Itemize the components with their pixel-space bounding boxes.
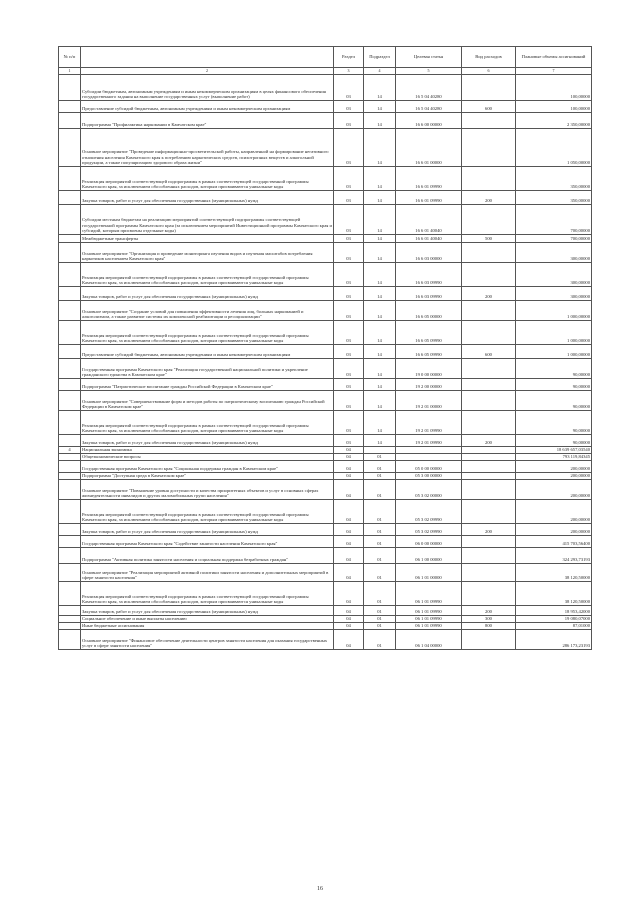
row-number	[59, 473, 81, 480]
row-podrazdel: 14	[364, 101, 396, 113]
row-podrazdel: 01	[364, 461, 396, 473]
row-amount: 324 293,73193	[516, 548, 592, 564]
table-row	[59, 435, 592, 447]
row-podrazdel: 14	[364, 391, 396, 411]
row-expense-type: 800	[462, 623, 516, 630]
row-razdel: 04	[334, 536, 364, 548]
row-razdel: 03	[334, 301, 364, 321]
row-podrazdel: 01	[364, 582, 396, 606]
row-target-article: 16 6 03 00000	[396, 243, 462, 263]
row-razdel: 04	[334, 582, 364, 606]
row-razdel: 04	[334, 461, 364, 473]
row-target-article: 06 1 01 09990	[396, 623, 462, 630]
table-row	[59, 191, 592, 205]
table-row	[59, 345, 592, 359]
row-expense-type	[462, 454, 516, 461]
row-name: Основное мероприятие "Организация и проведение мониторинга изучения видов и изучения масштабов потребления наркотиков населением Камчатского края"	[81, 243, 334, 263]
table-row	[59, 243, 592, 263]
row-name: Закупка товаров, работ и услуг для обеспечения государственных (муниципальных) нужд	[81, 524, 334, 536]
table-row	[59, 205, 592, 235]
row-amount: 350,00000	[516, 191, 592, 205]
row-razdel: 04	[334, 447, 364, 454]
row-razdel: 03	[334, 243, 364, 263]
row-podrazdel: 14	[364, 113, 396, 129]
row-razdel: 04	[334, 454, 364, 461]
row-name: Подпрограмма "Активная политика занятости населения и социальная поддержка безработных граждан"	[81, 548, 334, 564]
row-name: Субсидии местным бюджетам на реализацию мероприятий соответствующей подпрограммы соответствующей государственной программы Камчатского края (за исключением мероприятий Инвестиционной программы Камчатского края и субсидий, которым присвоены отдельные коды)	[81, 205, 334, 235]
row-amount: 200,00000	[516, 500, 592, 524]
row-name: Основное мероприятие "Повышение уровня доступности и качества приоритетных объектов и услуг в основных сферах жизнедеятельности инвалидов и других маломобильных групп населения"	[81, 480, 334, 500]
row-podrazdel: 14	[364, 243, 396, 263]
row-name: Субсидии бюджетным, автономным учреждениям и иным некоммерческим организациям в целях финансового обеспечения государственного задания на выполнение государственных услуг (выполнение работ)	[81, 75, 334, 101]
row-target-article	[396, 447, 462, 454]
row-number	[59, 321, 81, 345]
row-amount: 1 000,00000	[516, 301, 592, 321]
row-podrazdel: 01	[364, 564, 396, 582]
row-expense-type	[462, 473, 516, 480]
row-podrazdel: 01	[364, 630, 396, 650]
column-number: 6	[462, 68, 516, 75]
row-number	[59, 359, 81, 379]
row-name: Закупка товаров, работ и услуг для обеспечения государственных (муниципальных) нужд	[81, 435, 334, 447]
row-amount: 200,00000	[516, 480, 592, 500]
row-razdel: 03	[334, 287, 364, 301]
row-name: Основное мероприятие "Финансовое обеспечение деятельности центров занятости населения для оказания государственных услуг в сфере занятости населения"	[81, 630, 334, 650]
row-razdel: 04	[334, 473, 364, 480]
row-podrazdel: 14	[364, 129, 396, 167]
row-amount: 18 639 657,03540	[516, 447, 592, 454]
row-razdel: 03	[334, 205, 364, 235]
row-name: Подпрограмма "Доступная среда в Камчатском крае"	[81, 473, 334, 480]
row-amount: 19 080,07000	[516, 616, 592, 623]
row-name: Основное мероприятие "Совершенствование форм и методов работы по патриотическому воспитанию граждан Российской Федерации в Камчатском крае"	[81, 391, 334, 411]
row-number	[59, 301, 81, 321]
row-target-article: 06 1 01 00000	[396, 564, 462, 582]
row-number	[59, 564, 81, 582]
row-podrazdel: 01	[364, 480, 396, 500]
row-amount: 90,00000	[516, 379, 592, 391]
row-name: Подпрограмма "Профилактика наркомании в Камчатском крае"	[81, 113, 334, 129]
row-expense-type	[462, 548, 516, 564]
row-number	[59, 411, 81, 435]
column-number: 3	[334, 68, 364, 75]
row-amount: 90,00000	[516, 435, 592, 447]
row-number	[59, 623, 81, 630]
row-podrazdel: 14	[364, 205, 396, 235]
row-number	[59, 616, 81, 623]
row-expense-type: 200	[462, 524, 516, 536]
row-number	[59, 113, 81, 129]
row-target-article: 05 0 00 00000	[396, 461, 462, 473]
row-number	[59, 235, 81, 243]
row-expense-type: 600	[462, 101, 516, 113]
row-expense-type	[462, 447, 516, 454]
row-name: Реализация мероприятий соответствующей подпрограммы в рамках соответствующей государственной программы Камчатского края, за исключением обособленных расходов, которым присваиваются уникальные коды	[81, 321, 334, 345]
row-amount: 286 173,23193	[516, 630, 592, 650]
row-amount: 200,00000	[516, 473, 592, 480]
row-expense-type	[462, 582, 516, 606]
table-row	[59, 379, 592, 391]
row-target-article: 06 1 01 09990	[396, 582, 462, 606]
col-header-razdel: Раздел	[334, 47, 364, 68]
row-expense-type: 200	[462, 191, 516, 205]
header-row	[59, 47, 592, 68]
row-amount: 1 000,00000	[516, 321, 592, 345]
row-razdel: 04	[334, 606, 364, 616]
row-expense-type: 200	[462, 606, 516, 616]
column-number: 4	[364, 68, 396, 75]
row-number	[59, 345, 81, 359]
row-target-article: 16 6 05 09990	[396, 321, 462, 345]
row-amount: 100,00000	[516, 101, 592, 113]
row-name: Закупка товаров, работ и услуг для обеспечения государственных (муниципальных) нужд	[81, 606, 334, 616]
row-amount: 793 119,84345	[516, 454, 592, 461]
row-razdel: 04	[334, 480, 364, 500]
row-amount: 2 350,00000	[516, 113, 592, 129]
row-target-article: 16 5 04 40280	[396, 101, 462, 113]
row-podrazdel: 14	[364, 379, 396, 391]
row-expense-type	[462, 113, 516, 129]
row-number	[59, 205, 81, 235]
row-amount: 700,00000	[516, 235, 592, 243]
table-row	[59, 536, 592, 548]
row-target-article: 16 6 05 00000	[396, 301, 462, 321]
row-target-article: 06 0 00 00000	[396, 536, 462, 548]
row-target-article: 05 3 00 00000	[396, 473, 462, 480]
table-row	[59, 263, 592, 287]
row-razdel: 03	[334, 235, 364, 243]
table-row	[59, 113, 592, 129]
row-amount: 38 120,50000	[516, 564, 592, 582]
row-name: Государственная программа Камчатского края "Содействие занятости населения Камчатского края"	[81, 536, 334, 548]
table-row	[59, 480, 592, 500]
table-row	[59, 606, 592, 616]
table-row	[59, 454, 592, 461]
table-row	[59, 500, 592, 524]
row-amount: 90,00000	[516, 359, 592, 379]
row-podrazdel: 14	[364, 321, 396, 345]
table-row	[59, 321, 592, 345]
row-name: Общеэкономические вопросы	[81, 454, 334, 461]
row-razdel: 04	[334, 616, 364, 623]
row-target-article: 16 6 01 40040	[396, 235, 462, 243]
row-amount: 87,01000	[516, 623, 592, 630]
row-expense-type	[462, 536, 516, 548]
row-podrazdel: 14	[364, 235, 396, 243]
row-name: Реализация мероприятий соответствующей подпрограммы в рамках соответствующей государственной программы Камчатского края, за исключением обособленных расходов, которым присваиваются уникальные коды	[81, 411, 334, 435]
row-target-article: 06 1 01 09990	[396, 606, 462, 616]
row-number	[59, 129, 81, 167]
row-name: Реализация мероприятий соответствующей подпрограммы в рамках соответствующей государственной программы Камчатского края, за исключением обособленных расходов, которым присваиваются уникальные коды	[81, 582, 334, 606]
row-name: Основное мероприятие "Реализация мероприятий активной политики занятости населения и дополнительных мероприятий в сфере занятости населения"	[81, 564, 334, 582]
row-number	[59, 536, 81, 548]
row-target-article: 16 6 03 09990	[396, 263, 462, 287]
row-name: Национальная экономика	[81, 447, 334, 454]
row-target-article: 16 6 01 40040	[396, 205, 462, 235]
row-name: Государственная программа Камчатского края "Социальная поддержка граждан в Камчатском крае"	[81, 461, 334, 473]
row-expense-type	[462, 630, 516, 650]
table-row	[59, 129, 592, 167]
row-name: Иные бюджетные ассигнования	[81, 623, 334, 630]
row-target-article: 05 3 02 09990	[396, 500, 462, 524]
row-name: Реализация мероприятий соответствующей подпрограммы в рамках соответствующей государственной программы Камчатского края, за исключением обособленных расходов, которым присваиваются уникальные коды	[81, 500, 334, 524]
row-razdel: 03	[334, 101, 364, 113]
col-header-name	[81, 47, 334, 68]
row-razdel: 03	[334, 359, 364, 379]
table-row	[59, 461, 592, 473]
row-razdel: 03	[334, 263, 364, 287]
table-row	[59, 287, 592, 301]
table-row	[59, 359, 592, 379]
row-expense-type	[462, 379, 516, 391]
table-row	[59, 548, 592, 564]
row-podrazdel: 01	[364, 500, 396, 524]
row-expense-type	[462, 359, 516, 379]
row-target-article: 16 6 03 09990	[396, 287, 462, 301]
row-expense-type	[462, 301, 516, 321]
row-razdel: 03	[334, 391, 364, 411]
row-number	[59, 167, 81, 191]
col-header-sum: Плановые объемы ассигнований	[516, 47, 592, 68]
row-name: Реализация мероприятий соответствующей подпрограммы в рамках соответствующей государственной программы Камчатского края, за исключением обособленных расходов, которым присваиваются уникальные коды	[81, 263, 334, 287]
row-podrazdel: 14	[364, 411, 396, 435]
row-podrazdel: 14	[364, 191, 396, 205]
row-podrazdel: 14	[364, 345, 396, 359]
table-row	[59, 75, 592, 101]
row-amount: 200,00000	[516, 461, 592, 473]
row-number	[59, 391, 81, 411]
row-number	[59, 379, 81, 391]
row-name: Межбюджетные трансферты	[81, 235, 334, 243]
row-number	[59, 606, 81, 616]
row-name: Подпрограмма "Патриотическое воспитание граждан Российской Федерации в Камчатском крае"	[81, 379, 334, 391]
row-razdel: 03	[334, 321, 364, 345]
row-number	[59, 263, 81, 287]
row-amount: 90,00000	[516, 391, 592, 411]
row-amount: 700,00000	[516, 205, 592, 235]
row-target-article: 16 6 05 09990	[396, 345, 462, 359]
row-podrazdel: 14	[364, 167, 396, 191]
column-number: 1	[59, 68, 81, 75]
row-razdel: 04	[334, 524, 364, 536]
row-expense-type	[462, 263, 516, 287]
column-number: 2	[81, 68, 334, 75]
row-expense-type: 500	[462, 235, 516, 243]
table-row	[59, 616, 592, 623]
row-razdel: 03	[334, 411, 364, 435]
row-target-article: 06 1 04 00000	[396, 630, 462, 650]
row-number	[59, 287, 81, 301]
row-podrazdel: 01	[364, 616, 396, 623]
row-razdel: 04	[334, 623, 364, 630]
row-podrazdel: 14	[364, 359, 396, 379]
col-header-podrazdel: Подраздел	[364, 47, 396, 68]
row-razdel: 04	[334, 500, 364, 524]
row-name: Предоставление субсидий бюджетным, автономным учреждениям и иным некоммерческим организациям	[81, 101, 334, 113]
row-target-article: 05 3 02 09990	[396, 524, 462, 536]
row-expense-type	[462, 75, 516, 101]
row-amount: 18 953,42000	[516, 606, 592, 616]
row-razdel: 04	[334, 548, 364, 564]
row-amount: 100,00000	[516, 75, 592, 101]
table-row	[59, 101, 592, 113]
row-razdel: 04	[334, 564, 364, 582]
row-number	[59, 435, 81, 447]
row-name: Реализация мероприятий соответствующей подпрограммы в рамках соответствующей государственной программы Камчатского края, за исключением обособленных расходов, которым присваиваются уникальные коды	[81, 167, 334, 191]
row-number	[59, 480, 81, 500]
row-podrazdel: 01	[364, 524, 396, 536]
col-header-number: № п/п	[59, 47, 81, 68]
row-name: Предоставление субсидий бюджетным, автономным учреждениям и иным некоммерческим организациям	[81, 345, 334, 359]
row-amount: 90,00000	[516, 411, 592, 435]
row-razdel: 03	[334, 191, 364, 205]
row-podrazdel: 14	[364, 75, 396, 101]
row-amount: 350,00000	[516, 167, 592, 191]
row-expense-type	[462, 391, 516, 411]
row-target-article: 16 6 01 00000	[396, 129, 462, 167]
row-expense-type	[462, 480, 516, 500]
table-row	[59, 301, 592, 321]
row-podrazdel: 14	[364, 263, 396, 287]
row-amount: 200,00000	[516, 524, 592, 536]
row-expense-type: 600	[462, 345, 516, 359]
row-podrazdel: 01	[364, 623, 396, 630]
row-razdel: 04	[334, 630, 364, 650]
row-podrazdel: 14	[364, 287, 396, 301]
column-number: 7	[516, 68, 592, 75]
row-number	[59, 500, 81, 524]
table-row	[59, 447, 592, 454]
row-expense-type: 200	[462, 287, 516, 301]
row-amount: 1 050,00000	[516, 129, 592, 167]
row-target-article: 19 2 01 09990	[396, 435, 462, 447]
col-header-csr: Целевая статья	[396, 47, 462, 68]
row-name: Государственная программа Камчатского края "Реализация государственной национальной политики и укрепление гражданского единства в Камчатском крае"	[81, 359, 334, 379]
table-row	[59, 630, 592, 650]
row-number: 4	[59, 447, 81, 454]
row-target-article: 19 2 01 00000	[396, 391, 462, 411]
row-podrazdel: 01	[364, 548, 396, 564]
row-name: Закупка товаров, работ и услуг для обеспечения государственных (муниципальных) нужд	[81, 287, 334, 301]
budget-table	[58, 46, 592, 650]
row-target-article	[396, 454, 462, 461]
table-row	[59, 582, 592, 606]
table-row	[59, 411, 592, 435]
row-target-article: 16 5 04 40280	[396, 75, 462, 101]
row-name: Основное мероприятие "Создание условий для повышения эффективности лечения лиц, больных наркоманией и алкоголизмом, а также развитие системы их комплексной реабилитации и ресоциализации"	[81, 301, 334, 321]
row-amount: 300,00000	[516, 263, 592, 287]
row-razdel: 03	[334, 379, 364, 391]
row-expense-type: 300	[462, 616, 516, 623]
row-amount: 38 120,50000	[516, 582, 592, 606]
row-razdel: 03	[334, 75, 364, 101]
row-expense-type	[462, 461, 516, 473]
table-row	[59, 623, 592, 630]
row-target-article: 16 6 01 09990	[396, 167, 462, 191]
row-podrazdel	[364, 447, 396, 454]
row-target-article: 05 3 02 00000	[396, 480, 462, 500]
table-row	[59, 564, 592, 582]
row-expense-type: 200	[462, 435, 516, 447]
row-number	[59, 75, 81, 101]
row-number	[59, 243, 81, 263]
table-row	[59, 235, 592, 243]
row-expense-type	[462, 321, 516, 345]
table-row	[59, 391, 592, 411]
row-name: Основное мероприятие "Проведение информационно-просветительской работы, направленной на формирование негативного отношения населения Камчатского края к потреблению наркотических средств, психотропных веществ и алкогольной продукции, а также популяризацию здорового образа жизни"	[81, 129, 334, 167]
row-number	[59, 191, 81, 205]
row-podrazdel: 14	[364, 435, 396, 447]
row-name: Социальное обеспечение и иные выплаты населению	[81, 616, 334, 623]
row-podrazdel: 01	[364, 454, 396, 461]
row-number	[59, 524, 81, 536]
row-expense-type	[462, 500, 516, 524]
row-number	[59, 101, 81, 113]
row-number	[59, 582, 81, 606]
row-target-article: 16 6 01 09990	[396, 191, 462, 205]
row-number	[59, 548, 81, 564]
row-razdel: 03	[334, 345, 364, 359]
row-expense-type	[462, 564, 516, 582]
row-target-article: 19 0 00 00000	[396, 359, 462, 379]
row-expense-type	[462, 205, 516, 235]
row-razdel: 03	[334, 129, 364, 167]
table-row	[59, 524, 592, 536]
row-podrazdel: 01	[364, 606, 396, 616]
row-amount: 1 000,00000	[516, 345, 592, 359]
col-header-vr: Вид расходов	[462, 47, 516, 68]
row-target-article: 16 6 00 00000	[396, 113, 462, 129]
row-razdel: 03	[334, 435, 364, 447]
row-target-article: 06 1 00 00000	[396, 548, 462, 564]
row-amount: 300,00000	[516, 287, 592, 301]
row-target-article: 19 2 00 00000	[396, 379, 462, 391]
row-number	[59, 454, 81, 461]
row-number	[59, 630, 81, 650]
row-expense-type	[462, 129, 516, 167]
row-podrazdel: 01	[364, 536, 396, 548]
row-target-article: 19 2 01 09990	[396, 411, 462, 435]
page-number: 16	[317, 886, 323, 892]
column-number-row	[59, 68, 592, 75]
row-expense-type	[462, 411, 516, 435]
table-row	[59, 473, 592, 480]
table-row	[59, 167, 592, 191]
row-expense-type	[462, 243, 516, 263]
row-razdel: 03	[334, 167, 364, 191]
column-number: 5	[396, 68, 462, 75]
row-number	[59, 461, 81, 473]
row-amount: 300,00000	[516, 243, 592, 263]
row-expense-type	[462, 167, 516, 191]
row-name: Закупка товаров, работ и услуг для обеспечения государственных (муниципальных) нужд	[81, 191, 334, 205]
row-razdel: 03	[334, 113, 364, 129]
row-podrazdel: 01	[364, 473, 396, 480]
row-amount: 415 703,56400	[516, 536, 592, 548]
row-podrazdel: 14	[364, 301, 396, 321]
row-target-article: 06 1 01 09990	[396, 616, 462, 623]
